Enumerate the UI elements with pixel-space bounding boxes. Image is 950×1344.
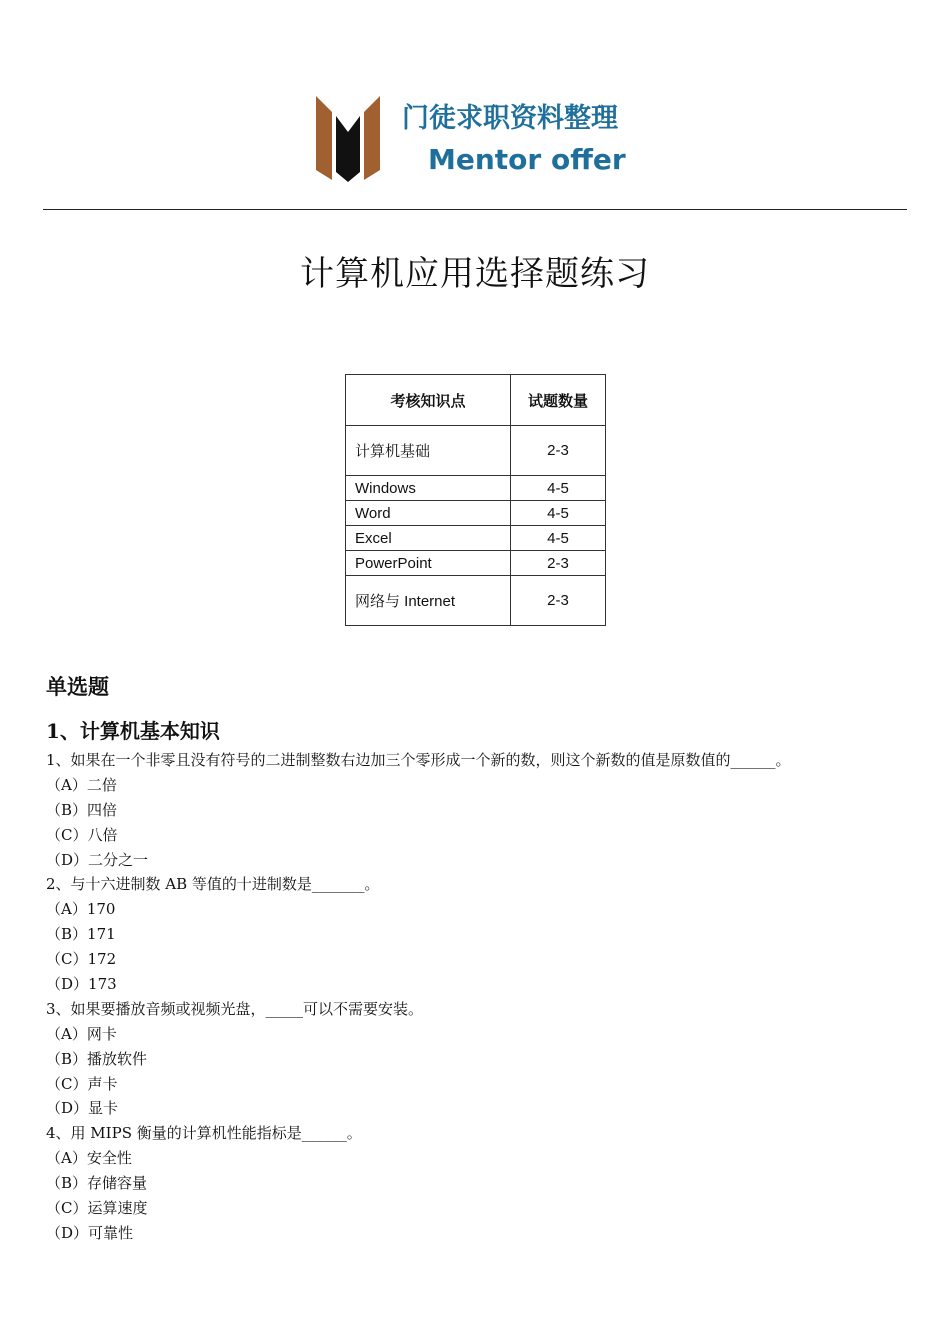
answer-option: （B）171 xyxy=(46,925,116,944)
question-item xyxy=(46,1121,926,1245)
topic-cell: 计算机基础 xyxy=(346,426,511,476)
question-item xyxy=(46,872,926,996)
header-divider xyxy=(43,209,907,210)
section-heading: 1、计算机基本知识 xyxy=(46,719,220,743)
answer-option: （C）运算速度 xyxy=(46,1199,148,1218)
table-row xyxy=(346,551,606,576)
count-cell: 2-3 xyxy=(511,576,606,626)
topic-cell: Word xyxy=(346,501,511,526)
answer-option: （C）声卡 xyxy=(46,1074,118,1093)
answer-option: （D）173 xyxy=(46,975,117,994)
count-cell: 4-5 xyxy=(511,476,606,501)
brand-name-cn: 门徒求职资料整理 xyxy=(402,103,618,134)
knowledge-points-table xyxy=(345,374,606,626)
topic-cell: Excel xyxy=(346,526,511,551)
single-choice-heading: 单选题 xyxy=(46,675,109,699)
table-row xyxy=(346,426,606,476)
answer-option: （D）可靠性 xyxy=(46,1223,134,1242)
answer-option: （B）存储容量 xyxy=(46,1174,148,1193)
topic-cell: PowerPoint xyxy=(346,551,511,576)
question-item xyxy=(46,997,926,1121)
column-header-count: 试题数量 xyxy=(511,375,606,426)
question-item xyxy=(46,748,926,872)
question-list xyxy=(46,748,926,1246)
table-row xyxy=(346,526,606,551)
answer-option: （A）170 xyxy=(46,900,116,919)
table-row xyxy=(346,476,606,501)
answer-option: （B）播放软件 xyxy=(46,1049,148,1068)
brand-name-en: Mentor offer xyxy=(428,143,626,176)
answer-option: （A）网卡 xyxy=(46,1024,117,1043)
answer-option: （D）二分之一 xyxy=(46,850,149,869)
answer-option: （C）八倍 xyxy=(46,825,118,844)
page-title: 计算机应用选择题练习 xyxy=(300,254,650,294)
count-cell: 2-3 xyxy=(511,426,606,476)
answer-option: （A）二倍 xyxy=(46,775,117,794)
topic-cell: 网络与 Internet xyxy=(346,576,511,626)
question-stem: 1、如果在一个非零且没有符号的二进制整数右边加三个零形成一个新的数，则这个新数的值是原数值的______。 xyxy=(46,751,791,769)
answer-option: （C）172 xyxy=(46,950,117,969)
mentor-logo-icon xyxy=(312,92,384,184)
question-stem: 3、如果要播放音频或视频光盘，_____可以不需要安装。 xyxy=(46,999,424,1018)
question-stem: 4、用 MIPS 衡量的计算机性能指标是______。 xyxy=(46,1124,362,1143)
table-header-row xyxy=(346,375,606,426)
table-row xyxy=(346,576,606,626)
topic-cell: Windows xyxy=(346,476,511,501)
count-cell: 2-3 xyxy=(511,551,606,576)
count-cell: 4-5 xyxy=(511,526,606,551)
column-header-topic: 考核知识点 xyxy=(346,375,511,426)
header-logo xyxy=(312,92,642,187)
table-row xyxy=(346,501,606,526)
question-stem: 2、与十六进制数 AB 等值的十进制数是_______。 xyxy=(46,875,380,894)
answer-option: （D）显卡 xyxy=(46,1099,119,1118)
answer-option: （A）安全性 xyxy=(46,1149,132,1168)
answer-option: （B）四倍 xyxy=(46,800,118,819)
count-cell: 4-5 xyxy=(511,501,606,526)
